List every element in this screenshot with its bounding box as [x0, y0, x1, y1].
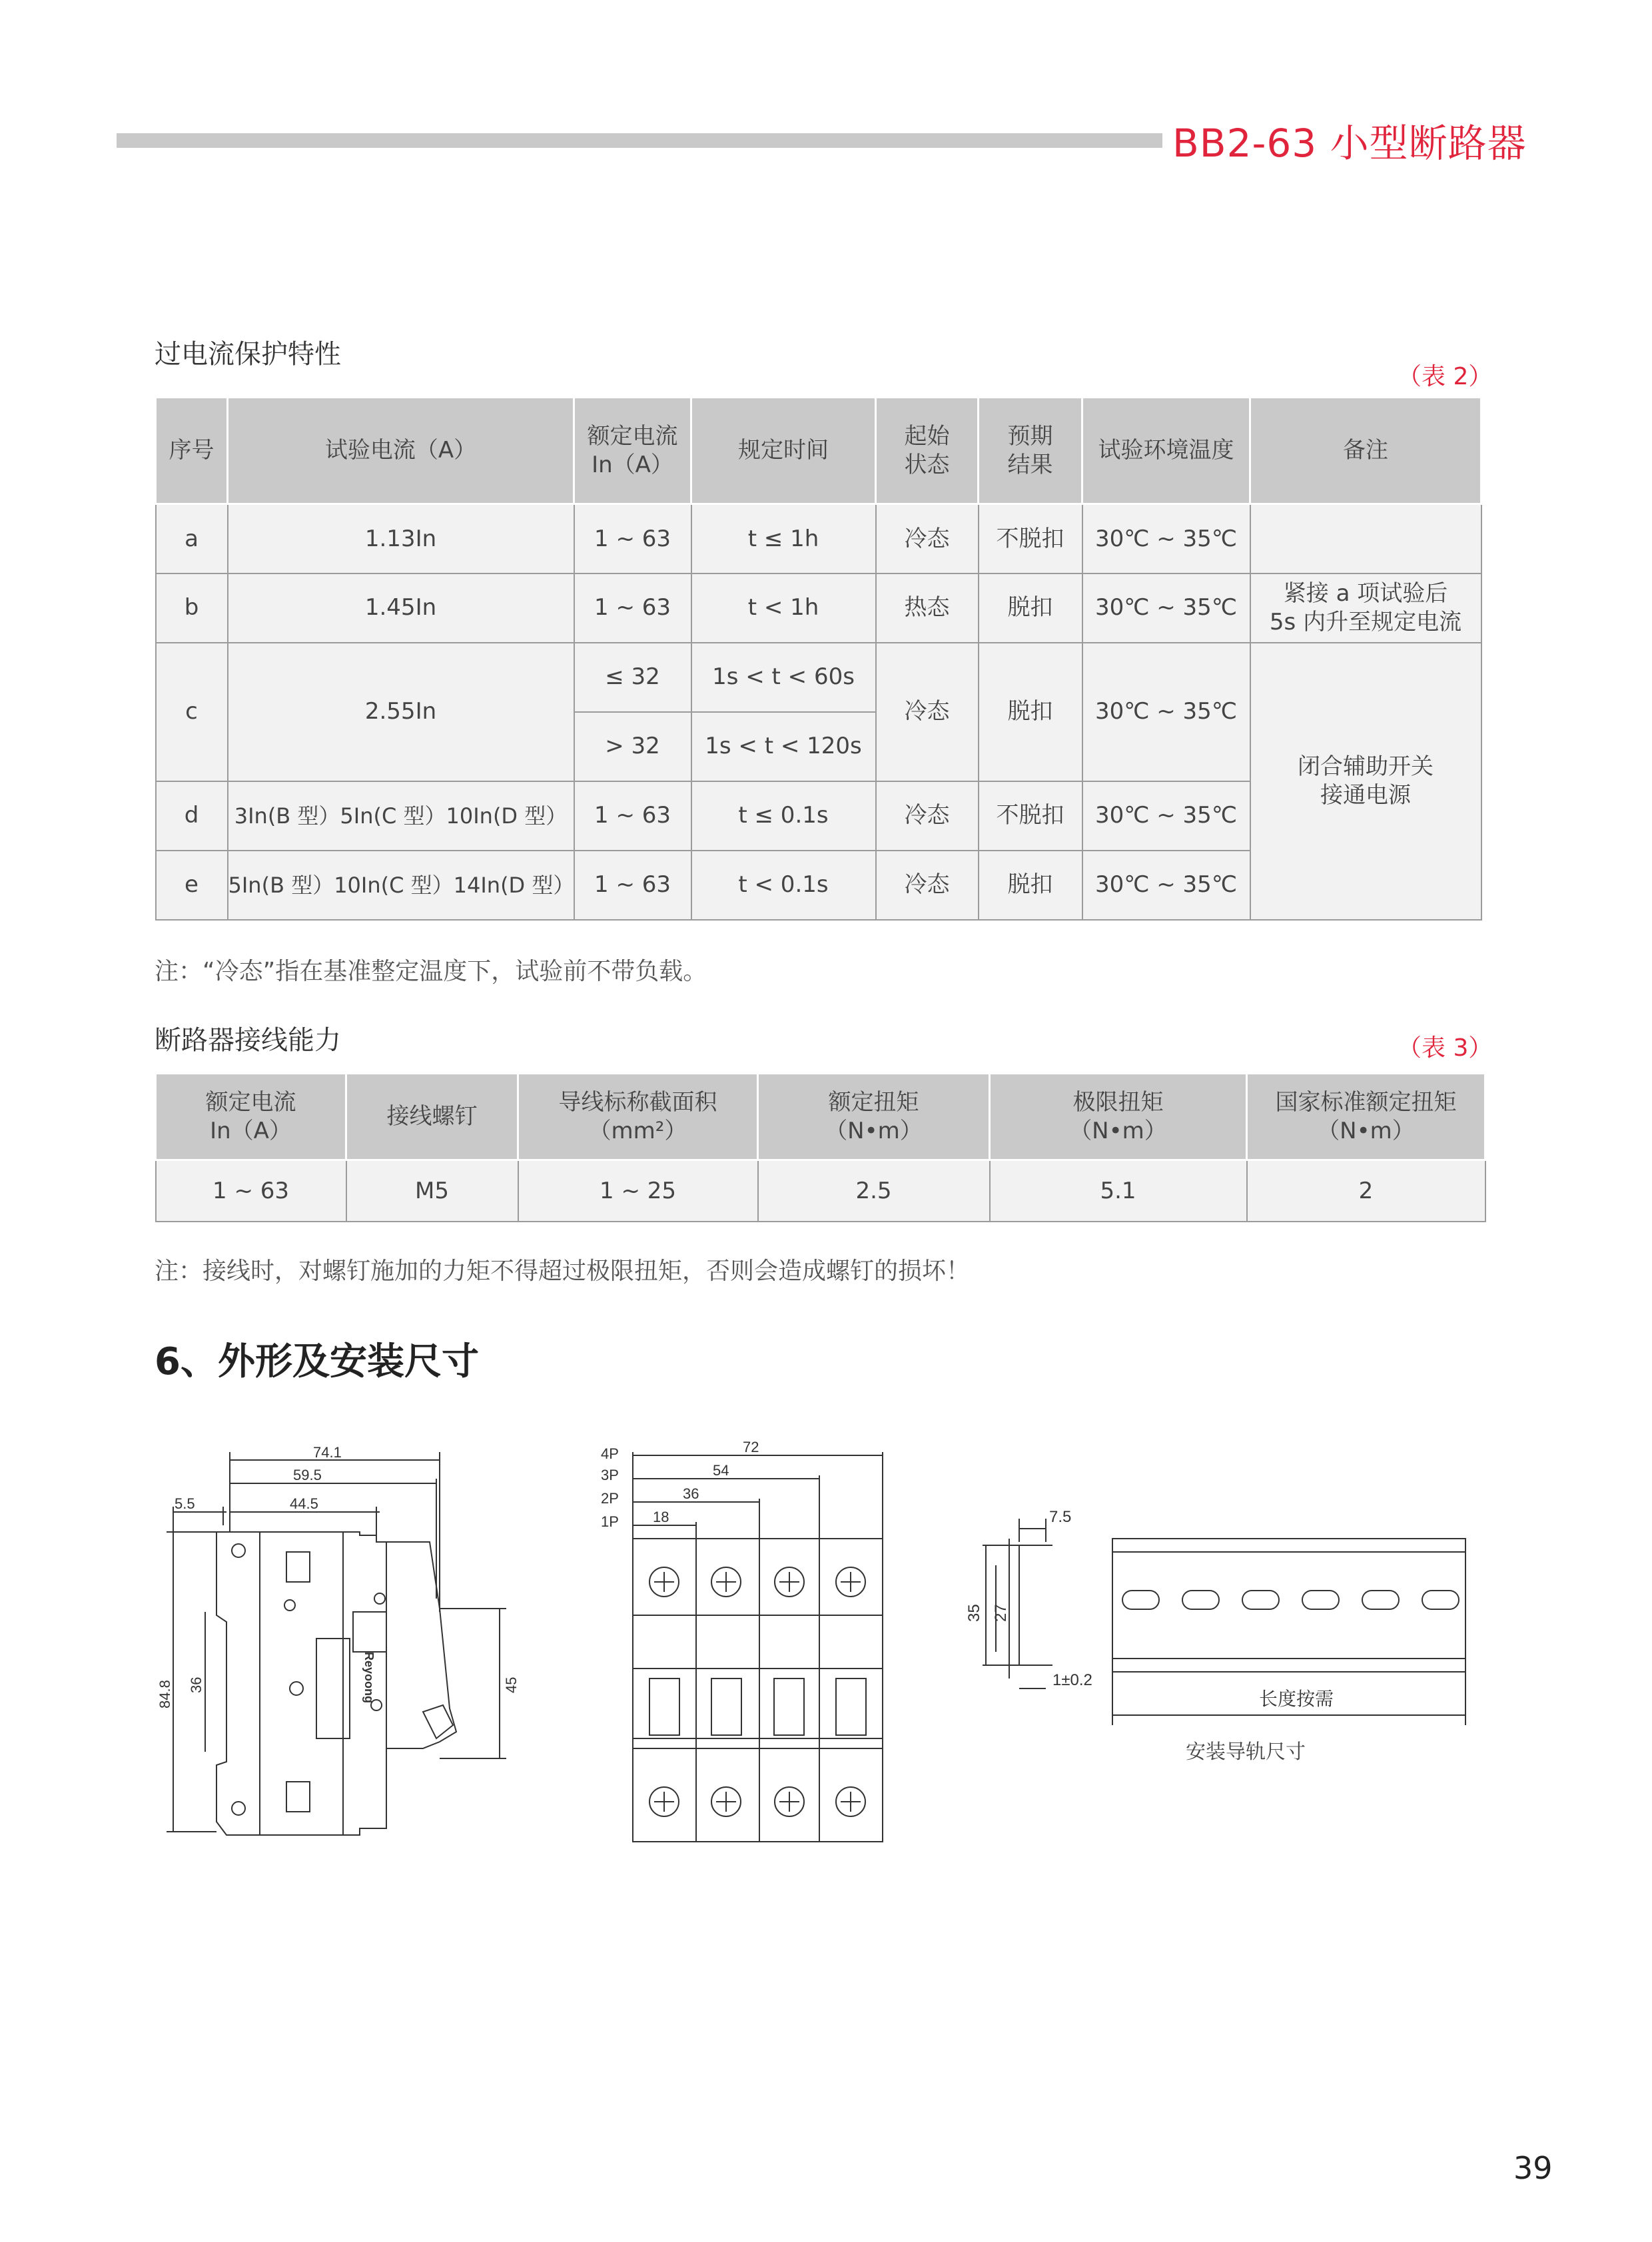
- cell-result: 脱扣: [979, 851, 1082, 920]
- cell-current: 2.55In: [228, 643, 574, 781]
- cell-no: c: [156, 643, 228, 781]
- dim-44-5: 44.5: [290, 1495, 318, 1512]
- th-ambient-temp: 试验环境温度: [1082, 398, 1250, 504]
- cell-time: t ≤ 1h: [691, 504, 876, 573]
- table-row: [156, 573, 1481, 643]
- page-header-title: BB2-63 小型断路器: [1172, 121, 1527, 166]
- pole-2p-label: 2P: [601, 1490, 619, 1507]
- dim-27: 27: [992, 1604, 1010, 1622]
- cell-no: a: [156, 504, 228, 573]
- dim-35: 35: [965, 1604, 983, 1622]
- dim-59-5: 59.5: [293, 1467, 322, 1483]
- cell-temp: 30℃ ~ 35℃: [1082, 781, 1250, 851]
- th-initial-state: 起始 状态: [876, 398, 979, 504]
- rail-length-label: 长度按需: [1259, 1688, 1334, 1710]
- dim-54: 54: [713, 1462, 729, 1479]
- th-rated-current: 额定电流 In（A）: [574, 398, 691, 504]
- cell-remark: 紧接 a 项试验后 5s 内升至规定电流: [1250, 573, 1481, 643]
- pole-4p-label: 4P: [601, 1445, 619, 1462]
- dim-36: 36: [188, 1677, 205, 1693]
- cell-no: b: [156, 573, 228, 643]
- th-no: 序号: [156, 398, 228, 504]
- section6-title: 6、外形及安装尺寸: [155, 1340, 479, 1383]
- cell-time: t < 0.1s: [691, 851, 876, 920]
- cell-temp: 30℃ ~ 35℃: [1082, 643, 1250, 781]
- table-row: [156, 643, 1481, 712]
- cell-temp: 30℃ ~ 35℃: [1082, 504, 1250, 573]
- cell-temp: 30℃ ~ 35℃: [1082, 851, 1250, 920]
- table3-label: （表 3）: [1398, 1034, 1493, 1062]
- cell-rated: 1 ~ 63: [574, 573, 691, 643]
- cell-state: 冷态: [876, 643, 979, 781]
- cell-result: 不脱扣: [979, 781, 1082, 851]
- dim-18: 18: [653, 1509, 669, 1525]
- cell-state: 冷态: [876, 781, 979, 851]
- cell-result: 不脱扣: [979, 504, 1082, 573]
- header-bar: [117, 133, 1162, 148]
- th-rated-current: 额定电流 In（A）: [156, 1074, 346, 1160]
- cell-current: 3In(B 型）5In(C 型）10In(D 型）: [228, 781, 574, 851]
- dim-5-5: 5.5: [175, 1495, 195, 1512]
- th-national-torque: 国家标准额定扭矩 （N•m）: [1247, 1074, 1485, 1160]
- cell-rated: ≤ 32: [574, 643, 691, 712]
- cell-state: 冷态: [876, 504, 979, 573]
- page-number: 39: [1513, 2150, 1553, 2186]
- cell-rated: > 32: [574, 712, 691, 781]
- cell-current: 5In(B 型）10In(C 型）14In(D 型）: [228, 851, 574, 920]
- dim-36: 36: [683, 1485, 699, 1502]
- th-specified-time: 规定时间: [691, 398, 876, 504]
- cell-temp: 30℃ ~ 35℃: [1082, 573, 1250, 643]
- side-view-drawing: [157, 1444, 573, 1858]
- cell-remark-cde: 闭合辅助开关 接通电源: [1250, 643, 1481, 920]
- dim-7-5: 7.5: [1049, 1508, 1072, 1526]
- cell-state: 热态: [876, 573, 979, 643]
- th-rated-torque: 额定扭矩 （N•m）: [758, 1074, 990, 1160]
- cell-time: 1s < t < 60s: [691, 643, 876, 712]
- cell-rated: 1 ~ 63: [574, 504, 691, 573]
- cell-time: t ≤ 0.1s: [691, 781, 876, 851]
- table3-note: 注：接线时，对螺钉施加的力矩不得超过极限扭矩，否则会造成螺钉的损坏！: [155, 1258, 971, 1285]
- din-rail-drawing: [959, 1499, 1492, 1772]
- cell-no: e: [156, 851, 228, 920]
- rail-caption: 安装导轨尺寸: [1186, 1740, 1306, 1764]
- table2-note: 注：“冷态”指在基准整定温度下，试验前不带负载。: [155, 958, 707, 985]
- overcurrent-protection-table: [155, 396, 1482, 921]
- wiring-capacity-table: [155, 1072, 1486, 1222]
- cell-rated: 1 ~ 63: [574, 851, 691, 920]
- cell-time: t < 1h: [691, 573, 876, 643]
- pole-1p-label: 1P: [601, 1513, 619, 1530]
- dim-84-8: 84.8: [157, 1680, 173, 1708]
- pole-3p-label: 3P: [601, 1467, 619, 1483]
- cell-current: 1.45In: [228, 573, 574, 643]
- front-view-drawing: [593, 1439, 899, 1852]
- cell-state: 冷态: [876, 851, 979, 920]
- th-terminal-screw: 接线螺钉: [346, 1074, 518, 1160]
- th-limit-torque: 极限扭矩 （N•m）: [990, 1074, 1247, 1160]
- dim-45: 45: [503, 1677, 520, 1693]
- table2-section-title: 过电流保护特性: [155, 339, 341, 370]
- cell-national-torque: 2: [1247, 1160, 1485, 1222]
- cell-result: 脱扣: [979, 643, 1082, 781]
- dim-72: 72: [743, 1439, 759, 1455]
- dim-1: 1±0.2: [1052, 1671, 1092, 1689]
- th-remark: 备注: [1250, 398, 1481, 504]
- cell-current: 1.13In: [228, 504, 574, 573]
- cell-rated: 1 ~ 63: [156, 1160, 346, 1222]
- cell-screw: M5: [346, 1160, 518, 1222]
- th-cross-section: 导线标称截面积 （mm²）: [518, 1074, 758, 1160]
- cell-rated: 1 ~ 63: [574, 781, 691, 851]
- table-row: [156, 504, 1481, 573]
- cell-time: 1s < t < 120s: [691, 712, 876, 781]
- dim-74-1: 74.1: [313, 1444, 342, 1461]
- table-row: [156, 1160, 1485, 1222]
- cell-no: d: [156, 781, 228, 851]
- th-test-current: 试验电流（A）: [228, 398, 574, 504]
- brand-label: Reyoong: [362, 1652, 376, 1704]
- cell-section: 1 ~ 25: [518, 1160, 758, 1222]
- table3-section-title: 断路器接线能力: [155, 1025, 341, 1056]
- cell-rated-torque: 2.5: [758, 1160, 990, 1222]
- cell-limit-torque: 5.1: [990, 1160, 1247, 1222]
- cell-remark: [1250, 504, 1481, 573]
- table2-label: （表 2）: [1398, 363, 1493, 390]
- th-expected-result: 预期 结果: [979, 398, 1082, 504]
- cell-result: 脱扣: [979, 573, 1082, 643]
